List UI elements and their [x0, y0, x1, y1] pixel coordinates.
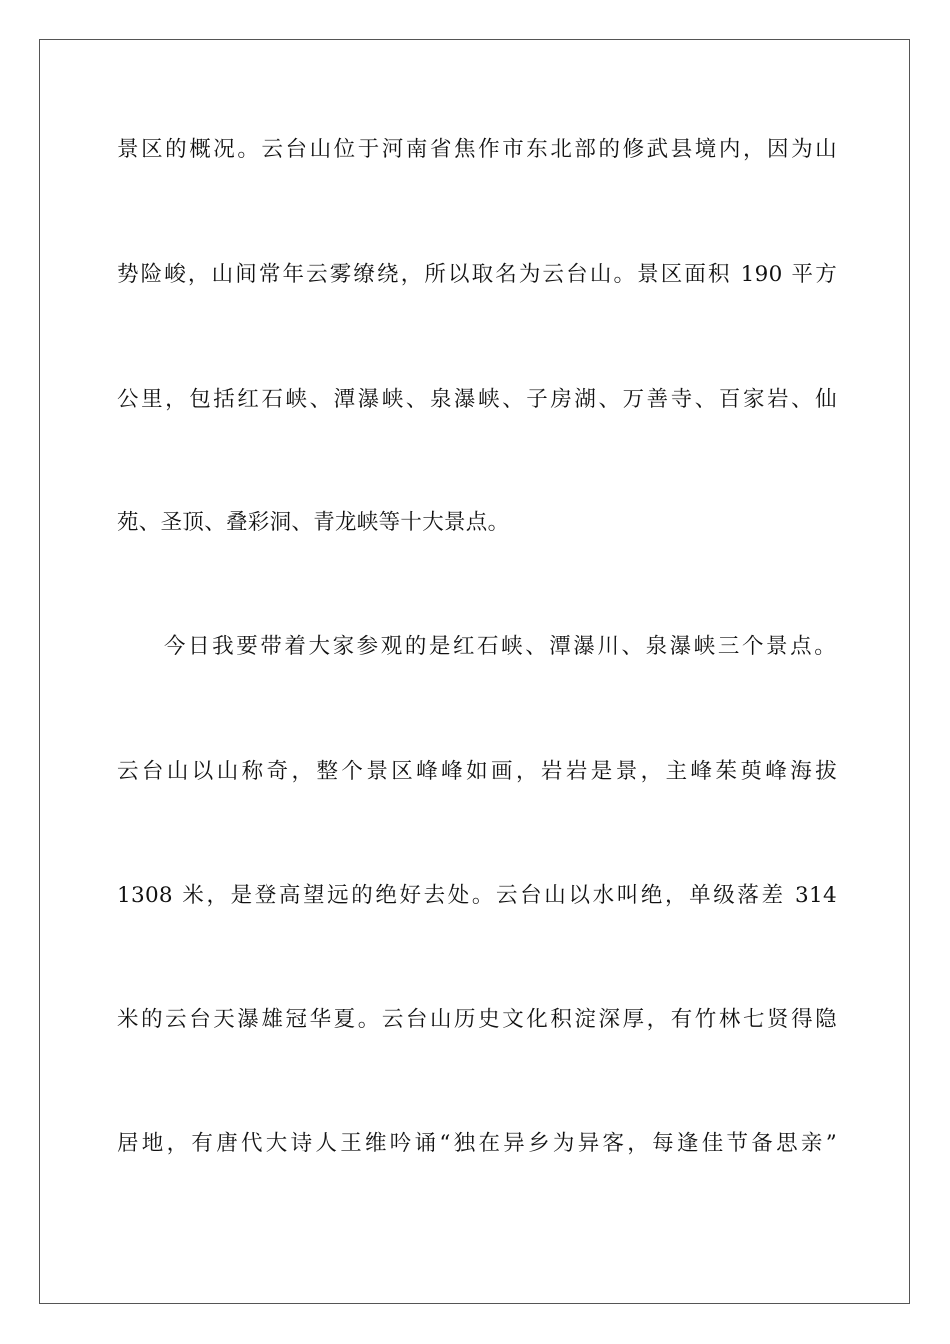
paragraph-line: 1308 米，是登高望远的绝好去处。云台山以水叫绝，单级落差 314 — [117, 883, 837, 908]
paragraph-line: 米的云台天瀑雄冠华夏。云台山历史文化积淀深厚，有竹林七贤得隐 — [117, 1007, 837, 1032]
paragraph-line: 苑、圣顶、叠彩洞、青龙峡等十大景点。 — [117, 510, 510, 535]
paragraph-line: 景区的概况。云台山位于河南省焦作市东北部的修武县境内，因为山 — [117, 137, 837, 162]
page-border — [39, 39, 910, 1304]
paragraph-line: 今日我要带着大家参观的是红石峡、潭瀑川、泉瀑峡三个景点。 — [164, 634, 836, 659]
paragraph-line: 云台山以山称奇，整个景区峰峰如画，岩岩是景，主峰茱萸峰海拔 — [117, 759, 837, 784]
paragraph-line: 居地，有唐代大诗人王维吟诵“独在异乡为异客，每逢佳节备思亲” — [117, 1131, 837, 1156]
paragraph-line: 势险峻，山间常年云雾缭绕，所以取名为云台山。景区面积 190 平方 — [117, 262, 837, 287]
paragraph-line: 公里，包括红石峡、潭瀑峡、泉瀑峡、子房湖、万善寺、百家岩、仙 — [117, 387, 837, 412]
